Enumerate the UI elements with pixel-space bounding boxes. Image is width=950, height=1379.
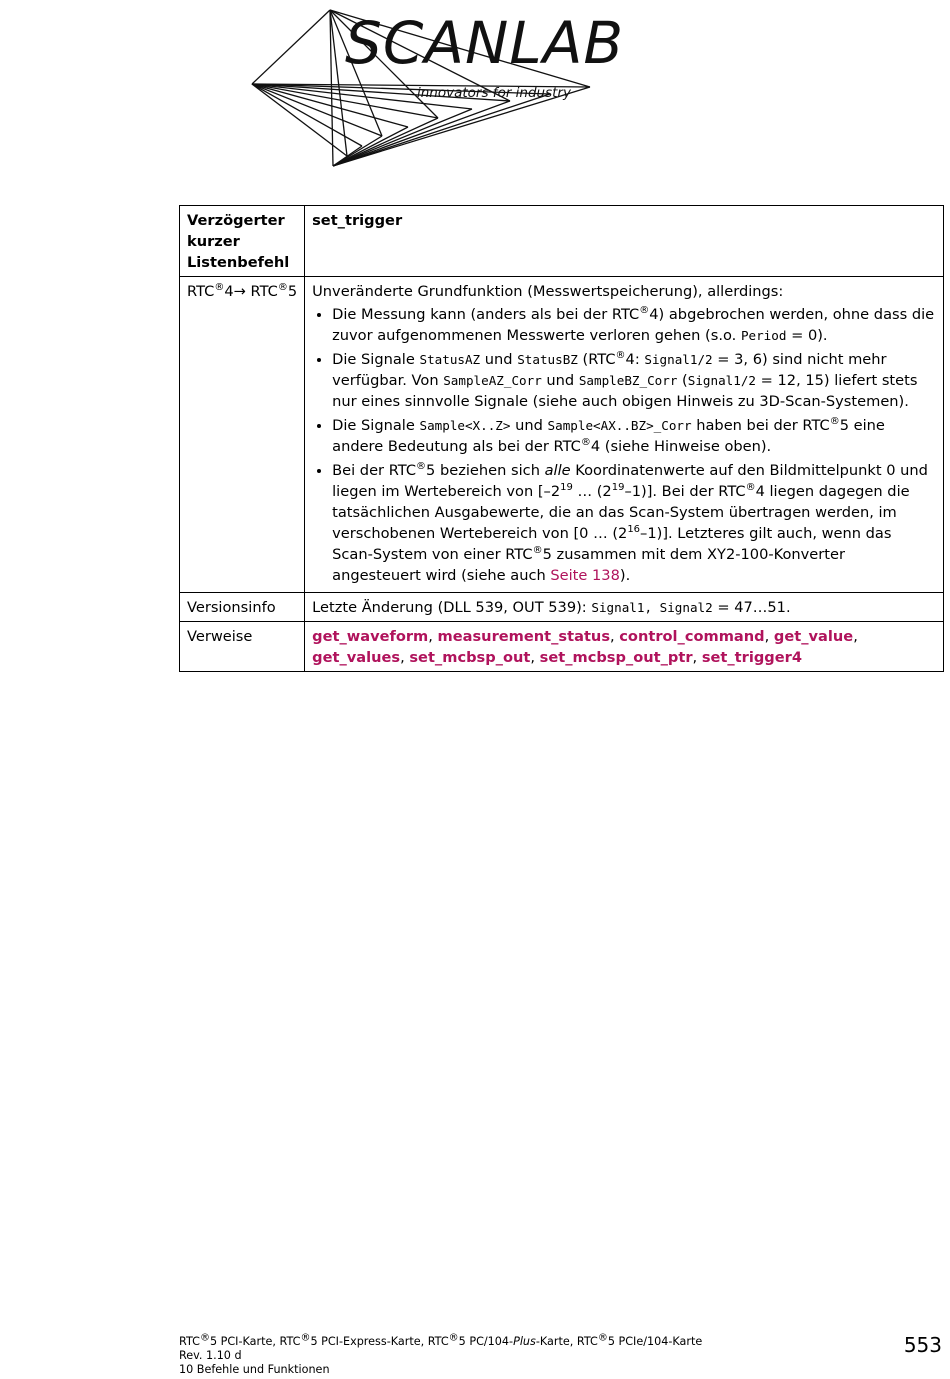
ref-link-set-mcbsp-out-ptr[interactable]: set_mcbsp_out_ptr — [539, 649, 693, 666]
references-row — [180, 622, 944, 672]
logo-tagline: innovators for industry — [417, 85, 571, 101]
ref-link-get-value[interactable]: get_value — [773, 628, 854, 645]
list-item: • Die Messung kann (anders als bei der RTC®4) abgebrochen werden, ohne dass die zuvor aufgenommenen Messwerte verloren gehen (s.o. Period = 0). — [332, 304, 936, 346]
footer-revision: Rev. 1.10 d — [179, 1349, 242, 1362]
logo-wordmark: SCANLAB — [345, 9, 625, 77]
ref-link-control-command[interactable]: control_command — [619, 628, 765, 645]
references-label: Verweise — [180, 622, 305, 672]
version-label: Versionsinfo — [180, 593, 305, 622]
list-item: • Bei der RTC®5 beziehen sich alle Koordinatenwerte auf den Bildmittelpunkt 0 und liegen im Wertebereich von [$-2^{19}$ … $(2^{19}-1)$]. Bei der RTC®4 liegen dagegen die tatsächlichen Ausgabewerte, die an das Scan-System übertragen werden, im verschobenen Wertebereich von [0 … $(2^{16}-1)$]. Letzteres gilt auch, wenn das Scan-System von einer RTC®5 zusammen mit dem XY2-100-Konverter angesteuert wird (siehe auch Seite 138). — [332, 460, 936, 586]
table-header-row — [180, 206, 944, 277]
rtc-intro-text: Unveränderte Grundfunktion (Messwertspeicherung), allerdings: — [312, 283, 784, 300]
ref-link-set-mcbsp-out[interactable]: set_mcbsp_out — [409, 649, 531, 666]
command-name: set_trigger — [305, 206, 944, 277]
ref-link-get-values[interactable]: get_values — [312, 649, 401, 666]
footer-product-line: RTC®5 PCI-Karte, RTC®5 PCI-Express-Karte, RTC®5 PC/104-Plus-Karte, RTC®5 PCIe/104-Karte — [179, 1332, 703, 1348]
command-table — [179, 205, 944, 672]
rtc-migration-label: RTC®4→ RTC®5 — [180, 277, 305, 593]
page-footer — [179, 1332, 703, 1377]
rtc-migration-row — [180, 277, 944, 593]
version-row — [180, 593, 944, 622]
references-content: get_waveform, measurement_status, control_command, get_value, get_values, set_mcbsp_out, set_mcbsp_out_ptr, set_trigger4 — [305, 622, 944, 672]
rtc-bullet-list — [312, 304, 936, 586]
list-item: • Die Signale StatusAZ und StatusBZ (RTC®4: Signal1/2 = 3, 6) sind nicht mehr verfügbar. Von SampleAZ_Corr und SampleBZ_Corr (Signal1/2 = 12, 15) liefert stets nur eines sinnvolle Signale (siehe auch obigen Hinweis zu 3D-Scan-Systemen). — [332, 349, 936, 412]
ref-link-measurement-status[interactable]: measurement_status — [437, 628, 610, 645]
footer-chapter: 10 Befehle und Funktionen — [179, 1363, 330, 1376]
command-type-label: Verzögerter kurzer Listenbefehl — [180, 206, 305, 277]
ref-link-set-trigger4[interactable]: set_trigger4 — [701, 649, 803, 666]
page-link[interactable]: Seite 138 — [550, 567, 620, 584]
list-item: • Die Signale Sample<X..Z> und Sample<AX..BZ>_Corr haben bei der RTC®5 eine andere Bedeutung als bei der RTC®4 (siehe Hinweise oben). — [332, 415, 936, 457]
page-number: 553 — [903, 1333, 942, 1357]
version-content: Letzte Änderung (DLL 539, OUT 539): Signal1, Signal2 = 47…51. — [305, 593, 944, 622]
rtc-migration-content — [305, 277, 944, 593]
ref-link-get-waveform[interactable]: get_waveform — [312, 628, 429, 645]
